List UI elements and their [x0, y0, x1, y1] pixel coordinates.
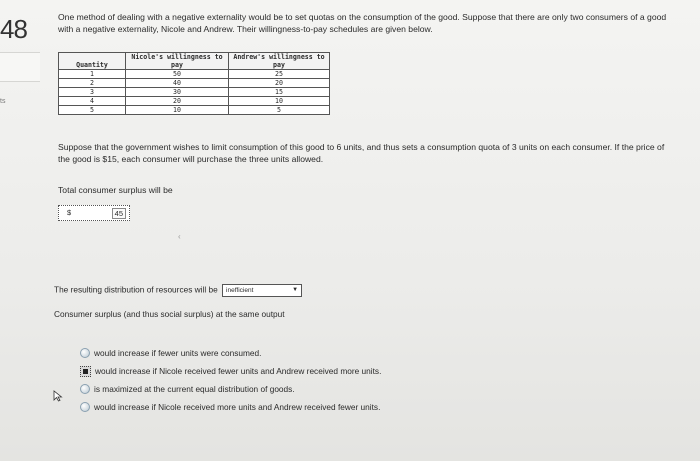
- table-cell: 1: [59, 70, 126, 79]
- table-cell: 20: [126, 97, 229, 106]
- table-cell: 4: [59, 97, 126, 106]
- dropdown-value: inefficient: [226, 287, 254, 294]
- table-cell: 15: [229, 88, 330, 97]
- table-cell: 50: [126, 70, 229, 79]
- option-nicole-more-andrew-fewer[interactable]: [80, 398, 381, 416]
- answer-options: [80, 344, 381, 416]
- consumer-surplus-label: Total consumer surplus will be: [58, 185, 173, 195]
- mouse-cursor-icon: [53, 390, 65, 402]
- left-rail: [0, 0, 42, 461]
- distribution-line: [54, 284, 302, 297]
- table-cell: 10: [126, 106, 229, 115]
- column-header: Quantity: [59, 53, 126, 70]
- table-header-row: [59, 53, 330, 70]
- table-cell: 25: [229, 70, 330, 79]
- column-header: Andrew's willingness to pay: [229, 53, 330, 70]
- table-row: [59, 88, 330, 97]
- distribution-dropdown[interactable]: [222, 284, 302, 297]
- option-fewer-units[interactable]: [80, 344, 381, 362]
- question-intro: One method of dealing with a negative externality would be to set quotas on the consumption of the good. Suppose that there are only two consumers of a good with a negative externality, Nicole and Andrew. Their willingness-to-pay schedules are given below.: [58, 12, 667, 34]
- table-cell: 2: [59, 79, 126, 88]
- column-header: Nicole's willingness to pay: [126, 53, 229, 70]
- radio-button[interactable]: [80, 348, 90, 358]
- currency-symbol: $: [67, 208, 72, 217]
- question-nav-tab[interactable]: [0, 52, 40, 82]
- option-label: would increase if Nicole received more units and Andrew received fewer units.: [94, 402, 381, 412]
- distribution-prefix: The resulting distribution of resources will be: [54, 284, 218, 295]
- table-cell: 40: [126, 79, 229, 88]
- table-cell: 5: [59, 106, 126, 115]
- table-row: [59, 70, 330, 79]
- willingness-to-pay-table: [58, 52, 330, 115]
- table-cell: 10: [229, 97, 330, 106]
- caret-mark-icon: ‹: [178, 232, 181, 241]
- side-label: ts: [0, 98, 6, 105]
- table-cell: 30: [126, 88, 229, 97]
- option-label: would increase if Nicole received fewer units and Andrew received more units.: [95, 366, 382, 376]
- dropdown-arrow-icon: ▼: [292, 287, 299, 293]
- option-maximized-equal[interactable]: [80, 380, 381, 398]
- consumer-surplus-value[interactable]: 45: [112, 208, 126, 219]
- table-row: [59, 97, 330, 106]
- table-cell: 3: [59, 88, 126, 97]
- option-label: is maximized at the current equal distribution of goods.: [94, 384, 295, 394]
- option-nicole-fewer-andrew-more[interactable]: [80, 362, 381, 380]
- radio-button-selected[interactable]: [80, 366, 91, 377]
- table-cell: 5: [229, 106, 330, 115]
- option-label: would increase if fewer units were consumed.: [94, 348, 262, 358]
- table-cell: 20: [229, 79, 330, 88]
- consumer-surplus-input[interactable]: [58, 205, 130, 221]
- quota-paragraph: Suppose that the government wishes to limit consumption of this good to 6 units, and thus sets a consumption quota of 3 units on each consumer. If the price of the good is $15, each consumer will purchase the three units allowed.: [58, 142, 665, 164]
- table-row: [59, 106, 330, 115]
- question-number: 48: [0, 14, 27, 44]
- table-row: [59, 79, 330, 88]
- consumer-surplus-prompt: Consumer surplus (and thus social surplus) at the same output: [54, 309, 285, 319]
- radio-button[interactable]: [80, 402, 90, 412]
- radio-button[interactable]: [80, 384, 90, 394]
